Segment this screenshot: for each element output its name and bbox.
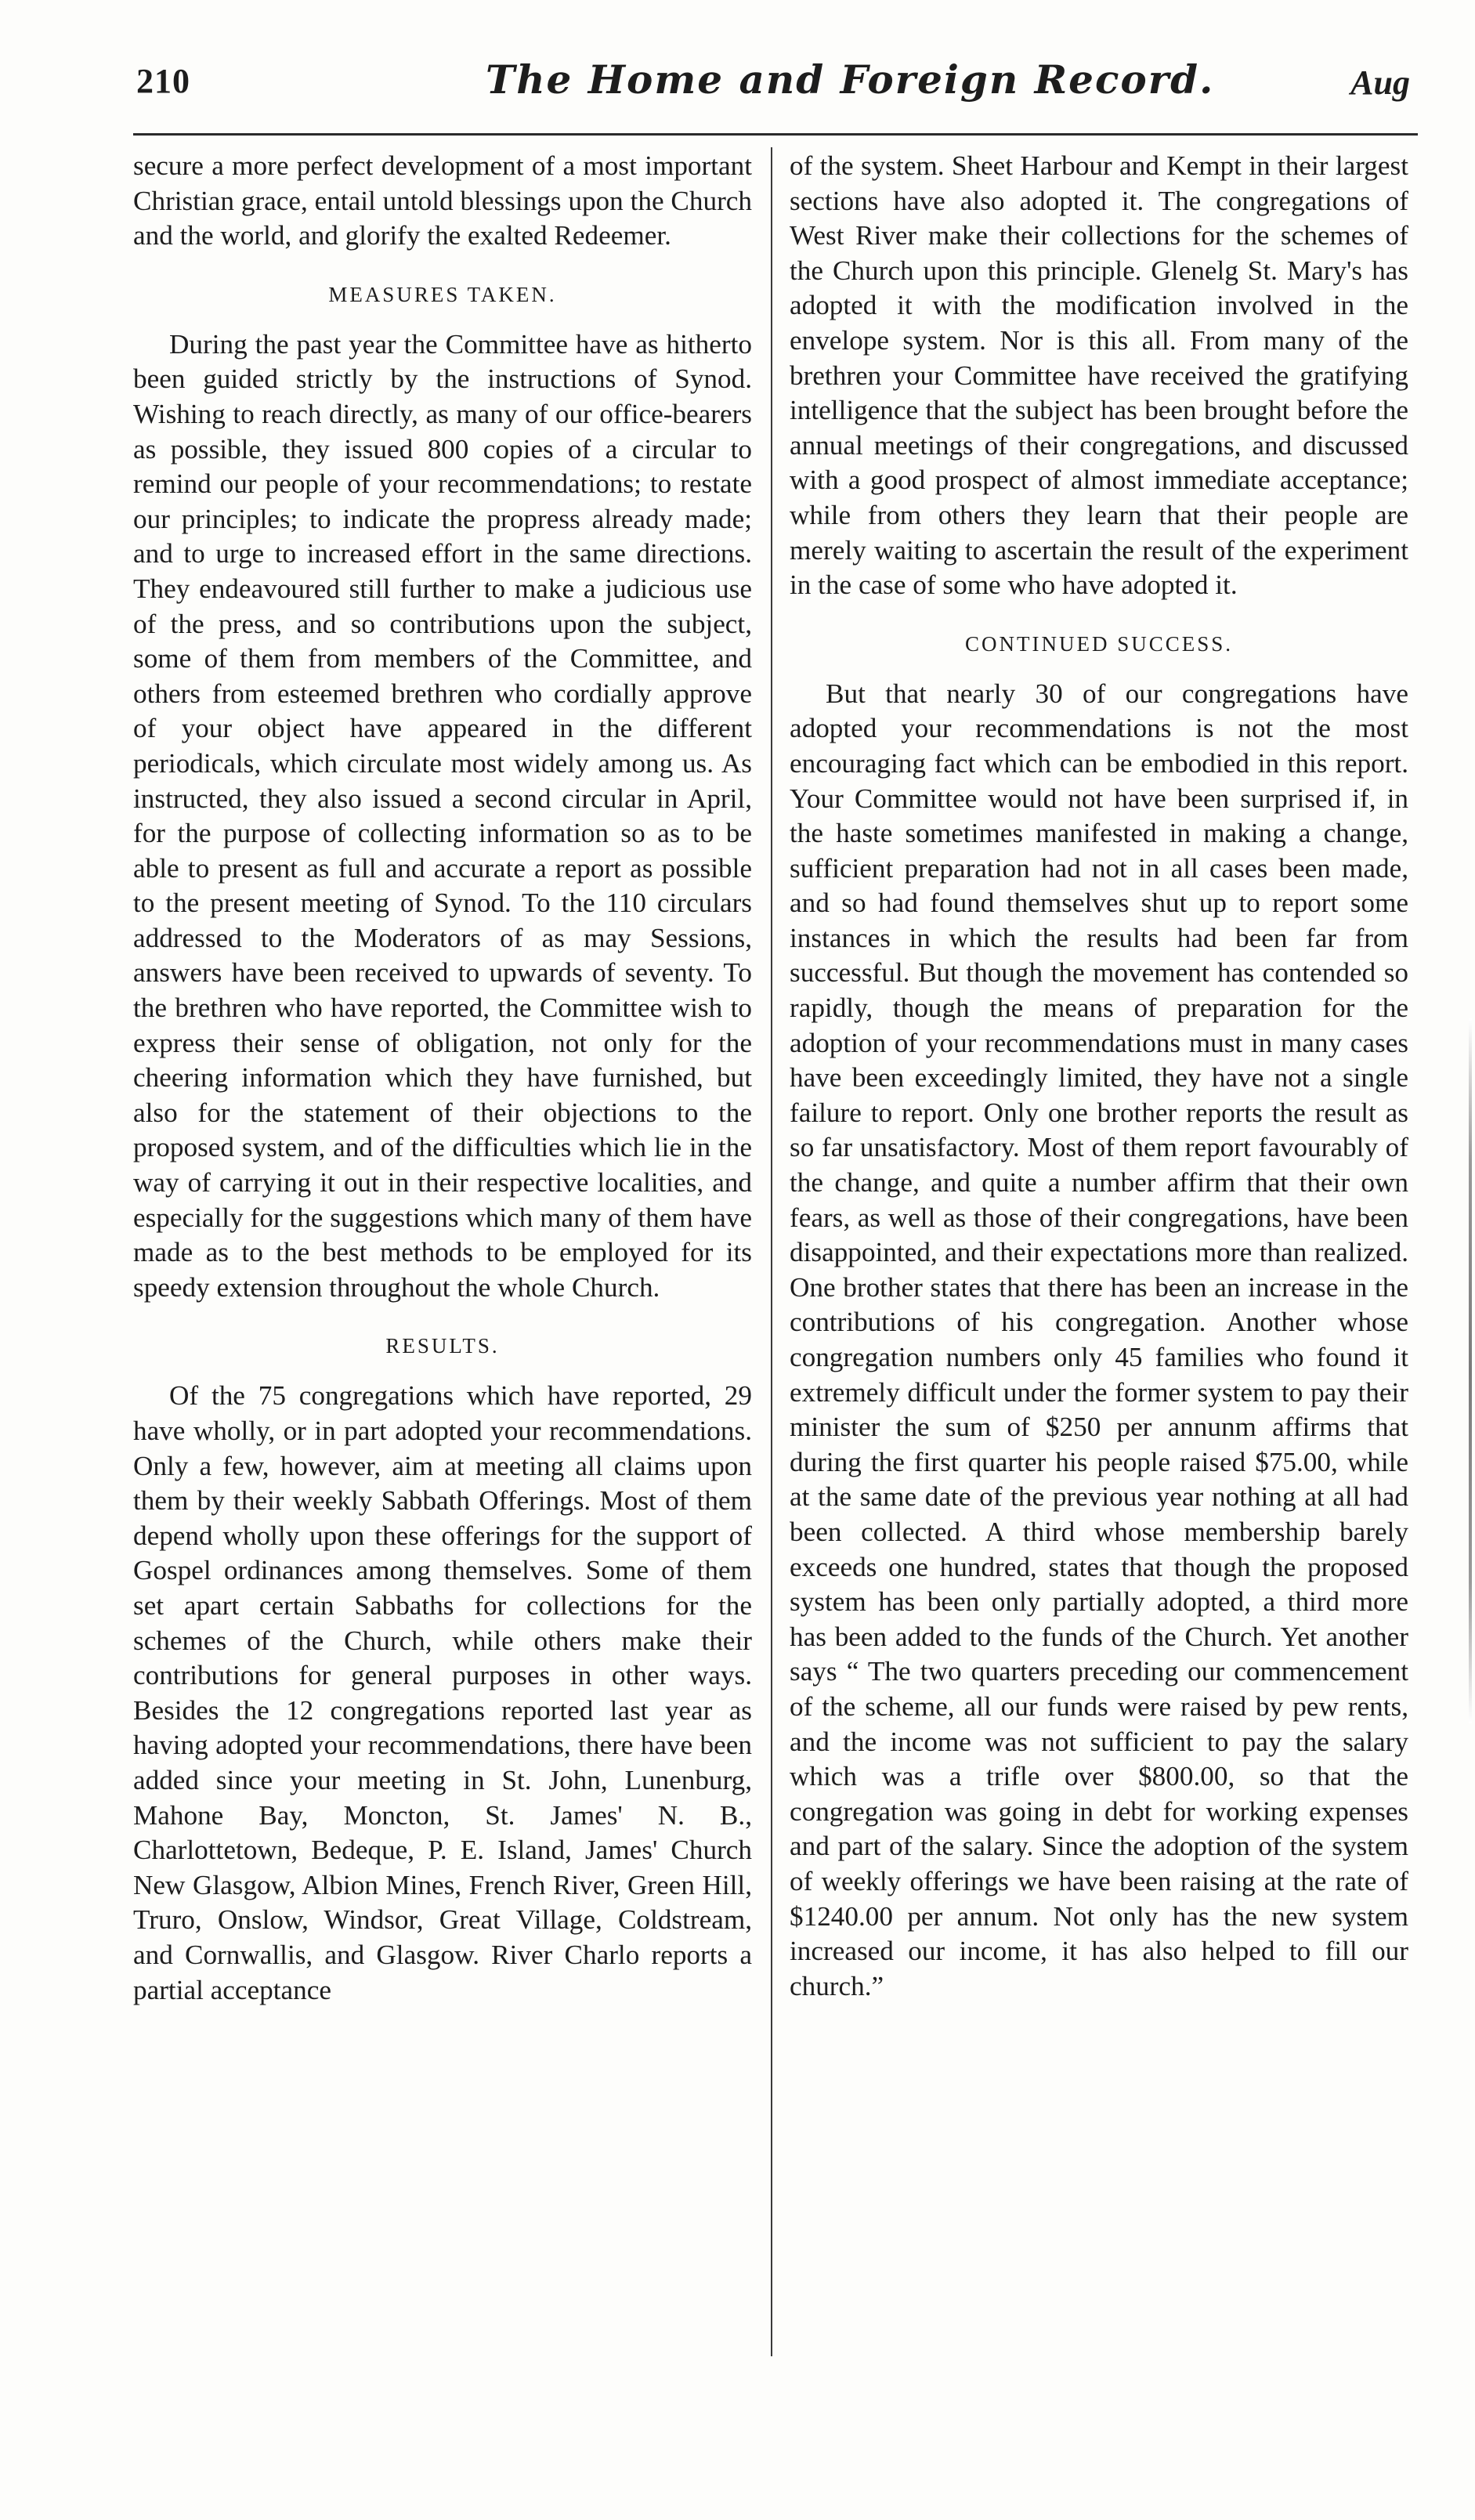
heading-measures-taken: MEASURES TAKEN. — [328, 282, 557, 306]
right-column — [790, 149, 1408, 2004]
column-divider — [771, 147, 772, 2356]
heading-continued-success: CONTINUED SUCCESS. — [964, 631, 1234, 656]
left-paragraph-2: During the past year the Committee have as hitherto been guided strictly by the instructions of Synod. Wishing to reach directly, as many of our office-bearers as possible, they issued 800 copies of a circular to remind our people of your recommendations; to restate our principles; to indicate the propress already made; and to urge to increased effort in the same directions. They endeavoured still further to make a judicious use of the press, and so contributions upon the subject, some of them from members of the Committee, and others from esteemed brethren who cordially approve of your object have appeared in the different periodicals, which circulate most widely among us. As instructed, they also issued a second circular in April, for the purpose of collecting information so as to be able to present as full and accurate a report as possible to the present meeting of Synod. To the 110 circulars addressed to the Moderators of as may Sessions, answers have been received to upwards of seventy. To the brethren who have reported, the Committee wish to express their sense of obligation, not only for the cheering information which they have furnished, but also for the statement of their objections to the proposed system, and of the difficulties which lie in the way of carrying it out in their respective localities, and especially for the suggestions which many of them have made as to the best methods to be employed for its speedy extension throughout the whole Church. — [133, 328, 752, 1303]
running-title: The Home and Foreign Record. — [486, 56, 1215, 103]
page-header — [117, 56, 1410, 132]
header-rule — [133, 133, 1418, 136]
right-paragraph-2: But that nearly 30 of our congregations have adopted your recommendations is not the most encouraging fact which can be embodied in this report. Your Committee would not have been surprised if, in the haste sometimes manifested in making a change, sufficient preparation had not in all cases been made, and so had found themselves shut up to report some instances in which the results had been far from successful. But though the movement has contended so rapidly, though the means of preparation for the adoption of your recommendations must in many cases have been exceedingly limited, they have not a single failure to report. Only one brother reports the result as so far unsatisfactory. Most of them report favourably of the change, and quite a number affirm that their own fears, as well as those of their congregations, have been disappointed, and their expectations more than realized. One brother states that there has been an increase in the contributions of his congregation. Another whose congregation numbers only 45 families who found it extremely difficult under the former system to pay their minister the sum of $250 per annunm affirms that during the first quarter his people raised $75.00, while at the same date of the previous year nothing at all had been collected. A third whose membership barely exceeds one hundred, states that though the proposed system has been only partially adopted, a third more has been added to the funds of the Church. Yet another says “ The two quarters preceding our commencement of the scheme, all our funds were raised by pew rents, and the income was not sufficient to pay the salary which was a trifle over $800.00, so that the congregation was going in debt for working expenses and part of the salary. Since the adoption of the system of weekly offerings we have been raising at the rate of $1240.00 per annum. Not only has the new system increased our income, it has also helped to fill our church.” — [790, 678, 1408, 2001]
left-paragraph-1: secure a more perfect development of a most important Christian grace, entail untold blessings upon the Church and the world, and glorify the exalted Redeemer. — [133, 150, 752, 251]
heading-results: RESULTS. — [385, 1334, 500, 1358]
left-paragraph-3: Of the 75 congregations which have reported, 29 have wholly, or in part adopted your recommendations. Only a few, however, aim at meeting all claims upon them by their weekly Sabbath Offerings. Most of them depend wholly upon these offerings for the support of Gospel ordinances among themselves. Some of them set apart certain Sabbaths for collections for the schemes of the Church, while others make their contributions for general purposes in other ways. Besides the 12 congregations reported last year as having adopted your recommendations, there have been added since your meeting in St. John, Lunenburg, Mahone Bay, Moncton, St. James' N. B., Charlottetown, Bedeque, P. E. Island, James' Church New Glasgow, Albion Mines, French River, Green Hill, Truro, Onslow, Windsor, Great Village, Coldstream, and Cornwallis, and Glasgow. River Charlo reports a partial acceptance — [133, 1380, 752, 2005]
page-number: 210 — [136, 62, 190, 100]
left-column — [133, 149, 752, 2008]
right-paragraph-1: of the system. Sheet Harbour and Kempt in their largest sections have also adopted it. The congregations of West River make their collections for the schemes of the Church upon this principle. Glenelg St. Mary's has adopted it with the modification involved in the envelope system. Nor is this all. From many of the brethren your Committee have received the gratifying intelligence that the subject has been brought before the annual meetings of their congregations, and discussed with a good prospect of almost immediate acceptance; while from others they learn that their people are merely waiting to ascertain the result of the experiment in the case of some who have adopted it. — [790, 150, 1408, 601]
running-month: Aug — [1350, 63, 1410, 102]
page-edge-shadow — [1469, 1018, 1472, 1723]
